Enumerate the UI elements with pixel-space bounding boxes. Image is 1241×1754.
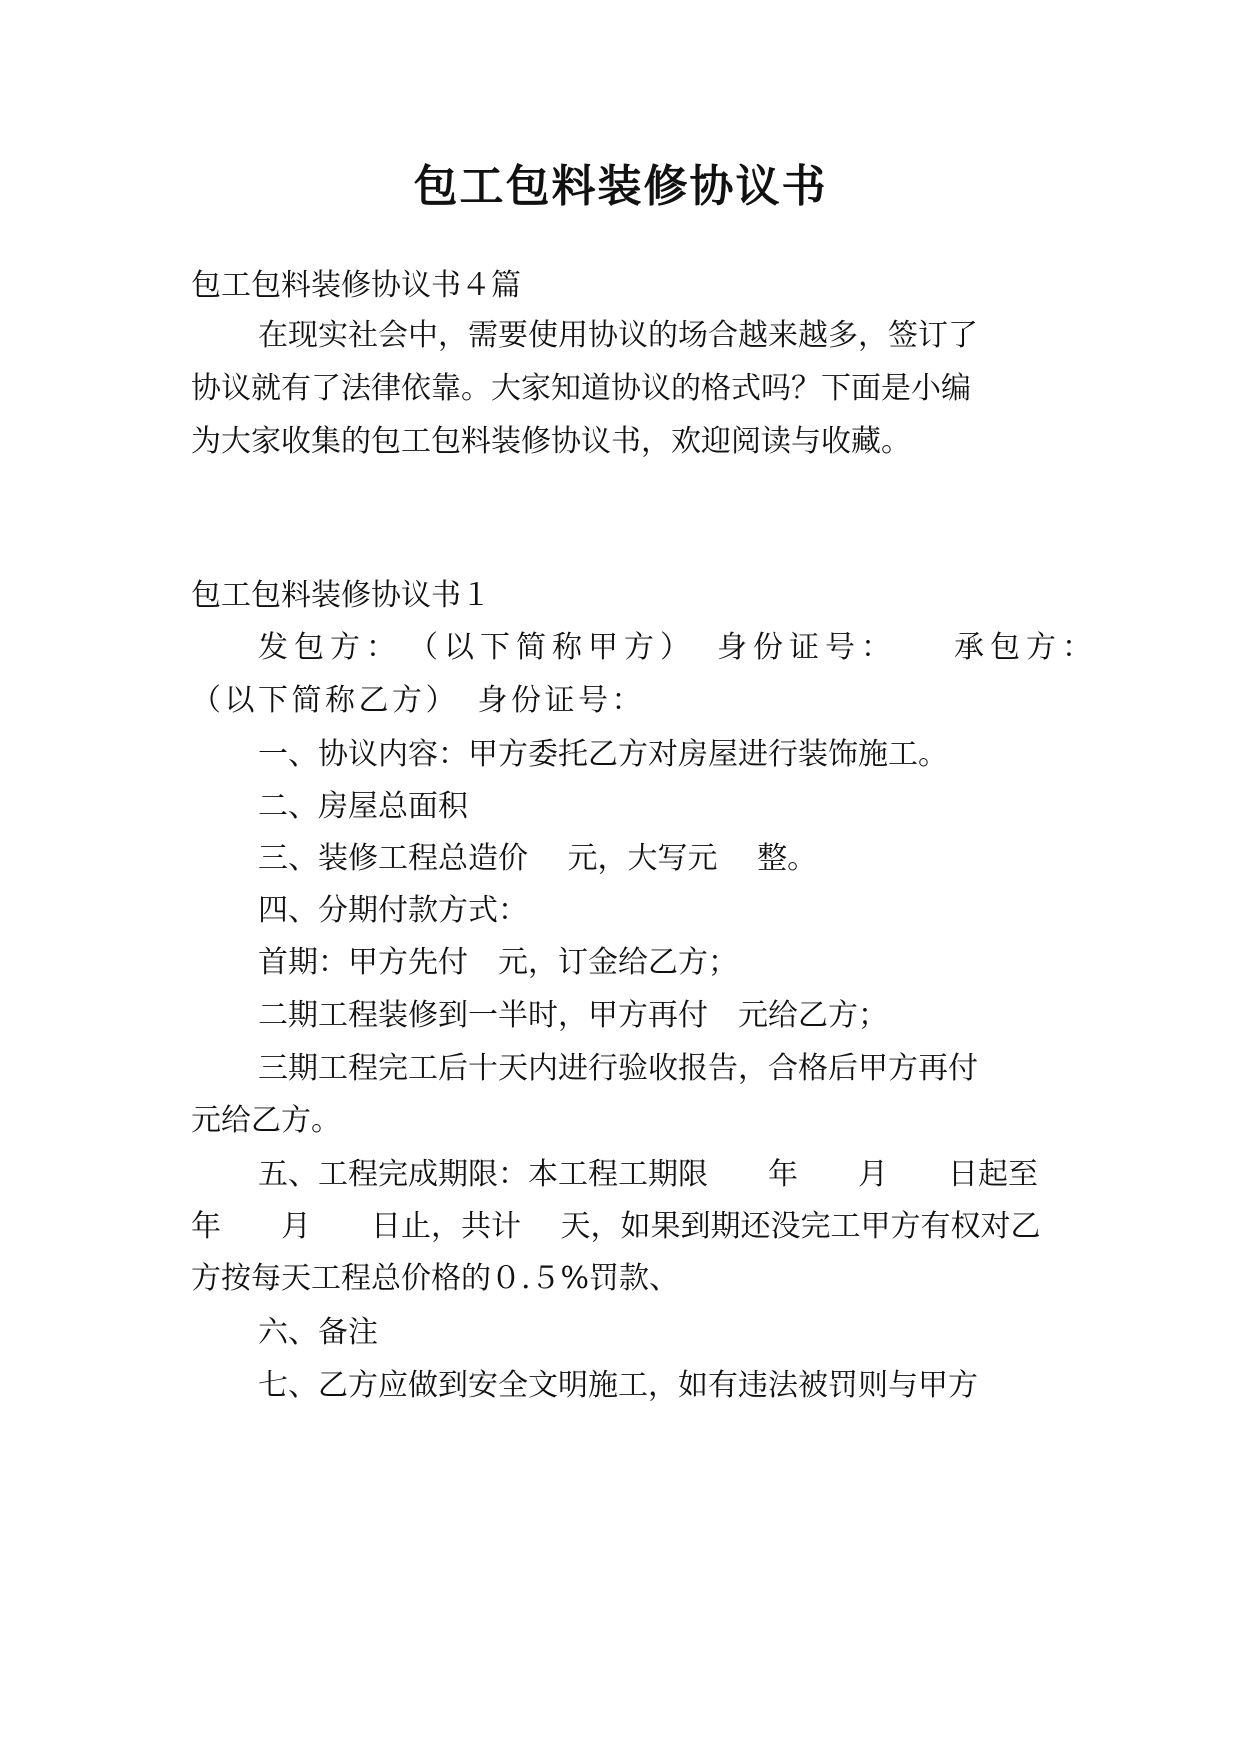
clause-7: 七、乙方应做到安全文明施工，如有违法被罚则与甲方 <box>258 1368 978 1403</box>
document-title: 包工包料装修协议书 <box>413 161 828 212</box>
intro-line: 在现实社会中，需要使用协议的场合越来越多，签订了 <box>258 318 978 353</box>
section-heading: 包工包料装修协议书１ <box>191 578 491 613</box>
intro-line: 协议就有了法律依靠。大家知道协议的格式吗？下面是小编 <box>191 371 971 406</box>
document-subtitle: 包工包料装修协议书４篇 <box>191 268 521 303</box>
payment-first: 首期：甲方先付 元，订金给乙方； <box>258 945 738 980</box>
clause-4: 四、分期付款方式： <box>258 893 528 928</box>
clause-1: 一、协议内容：甲方委托乙方对房屋进行装饰施工。 <box>258 737 948 772</box>
payment-third: 三期工程完工后十天内进行验收报告，合格后甲方再付 <box>258 1051 978 1086</box>
clause-5: 五、工程完成期限：本工程工期限 年 月 日起至 <box>258 1157 1038 1192</box>
clause-3: 三、装修工程总造价 元，大写元 整。 <box>258 841 818 876</box>
clause-2: 二、房屋总面积 <box>258 789 468 824</box>
clause-6: 六、备注 <box>258 1315 378 1350</box>
party-line: （以下简称乙方） 身份证号： <box>191 683 645 718</box>
payment-third-cont: 元给乙方。 <box>191 1103 341 1138</box>
clause-5-cont: 年 月 日止，共计 天，如果到期还没完工甲方有权对乙 <box>191 1209 1041 1244</box>
clause-5-cont: 方按每天工程总价格的０.５%罚款、 <box>191 1261 680 1296</box>
party-line: 发包方： （以下简称甲方） 身份证号： 承包方： <box>258 630 1098 665</box>
intro-line: 为大家收集的包工包料装修协议书，欢迎阅读与收藏。 <box>191 424 911 459</box>
payment-second: 二期工程装修到一半时，甲方再付 元给乙方； <box>258 998 888 1033</box>
